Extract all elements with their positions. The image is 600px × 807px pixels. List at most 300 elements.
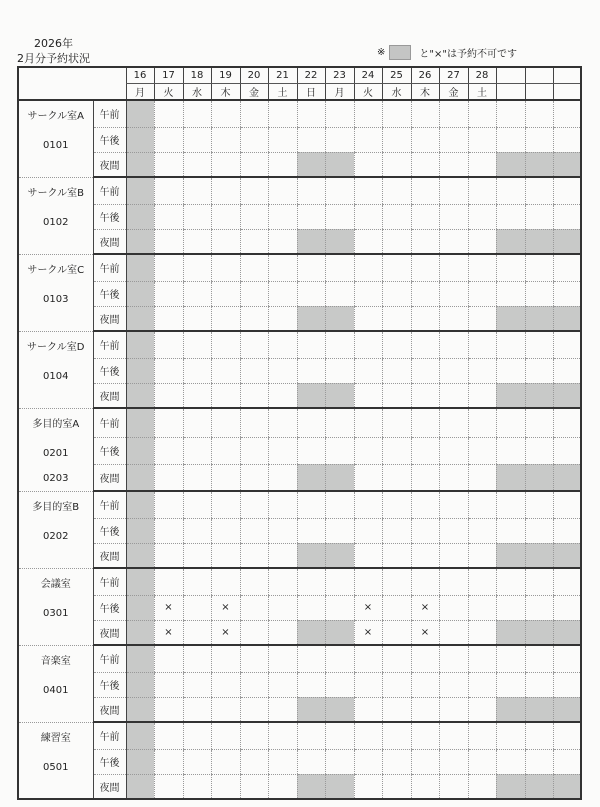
availability-cell	[154, 358, 183, 383]
availability-cell	[411, 697, 439, 722]
availability-cell	[553, 568, 581, 595]
availability-cell	[154, 543, 183, 568]
availability-cell	[325, 722, 354, 749]
availability-cell	[468, 749, 496, 774]
availability-cell	[439, 306, 468, 331]
availability-cell	[525, 568, 553, 595]
availability-cell	[468, 543, 496, 568]
availability-cell	[211, 672, 240, 697]
availability-cell	[183, 408, 211, 437]
availability-cell	[354, 722, 382, 749]
availability-cell	[411, 749, 439, 774]
availability-cell	[354, 749, 382, 774]
availability-cell	[468, 100, 496, 127]
availability-cell	[154, 491, 183, 518]
availability-cell	[154, 774, 183, 799]
availability-cell	[297, 464, 325, 491]
availability-cell	[183, 645, 211, 672]
room-slot-row	[18, 464, 581, 491]
availability-cell	[439, 774, 468, 799]
availability-cell	[468, 204, 496, 229]
availability-cell	[468, 229, 496, 254]
availability-cell	[154, 177, 183, 204]
availability-cell	[439, 204, 468, 229]
availability-cell	[553, 152, 581, 177]
room-slot-row	[18, 518, 581, 543]
availability-cell	[154, 383, 183, 408]
availability-cell	[240, 437, 268, 464]
room-label	[18, 100, 93, 177]
availability-cell	[411, 672, 439, 697]
availability-cell	[183, 518, 211, 543]
availability-cell	[525, 491, 553, 518]
availability-cell	[240, 177, 268, 204]
availability-cell: ×	[354, 595, 382, 620]
room-code: 0301	[43, 607, 69, 619]
availability-cell	[126, 645, 154, 672]
legend-mark: ※	[377, 47, 386, 58]
availability-cell	[240, 595, 268, 620]
room-label	[18, 177, 93, 254]
availability-cell	[268, 518, 297, 543]
weekday-header: 金	[240, 84, 268, 101]
legend-swatch	[389, 45, 411, 60]
slot-label: 午後	[93, 127, 126, 152]
availability-cell	[126, 204, 154, 229]
legend	[377, 45, 517, 60]
availability-cell	[439, 437, 468, 464]
availability-cell	[183, 331, 211, 358]
availability-cell	[183, 152, 211, 177]
availability-cell	[126, 464, 154, 491]
date-header: 24	[354, 67, 382, 84]
availability-cell	[439, 464, 468, 491]
availability-cell	[496, 204, 525, 229]
availability-cell	[496, 774, 525, 799]
availability-cell	[553, 204, 581, 229]
availability-cell	[154, 204, 183, 229]
availability-cell	[240, 281, 268, 306]
availability-cell	[268, 152, 297, 177]
availability-cell	[126, 543, 154, 568]
slot-label: 夜間	[93, 229, 126, 254]
legend-text: と"×"は予約不可です	[419, 49, 517, 60]
room-slot-row	[18, 543, 581, 568]
availability-cell	[325, 518, 354, 543]
availability-cell	[553, 254, 581, 281]
room-code: 0103	[43, 293, 69, 305]
availability-cell	[525, 464, 553, 491]
availability-cell	[154, 568, 183, 595]
availability-cell	[468, 152, 496, 177]
availability-cell	[525, 620, 553, 645]
availability-cell	[268, 177, 297, 204]
availability-cell	[553, 774, 581, 799]
availability-cell	[126, 408, 154, 437]
availability-cell	[126, 358, 154, 383]
availability-cell	[525, 306, 553, 331]
availability-cell	[525, 722, 553, 749]
availability-cell	[240, 204, 268, 229]
availability-cell	[354, 645, 382, 672]
availability-cell	[525, 127, 553, 152]
availability-cell	[154, 464, 183, 491]
availability-cell	[240, 774, 268, 799]
availability-cell	[439, 100, 468, 127]
availability-cell	[154, 254, 183, 281]
availability-cell	[439, 620, 468, 645]
availability-cell	[439, 491, 468, 518]
availability-cell	[525, 177, 553, 204]
weekday-header: 木	[411, 84, 439, 101]
availability-cell	[382, 127, 411, 152]
room-label	[18, 331, 93, 408]
availability-cell	[325, 127, 354, 152]
availability-cell	[268, 620, 297, 645]
availability-cell	[325, 620, 354, 645]
availability-cell	[126, 568, 154, 595]
date-header	[525, 67, 553, 84]
availability-cell	[382, 358, 411, 383]
availability-cell	[268, 697, 297, 722]
availability-cell	[354, 568, 382, 595]
availability-cell	[525, 100, 553, 127]
availability-cell	[496, 152, 525, 177]
availability-cell	[297, 437, 325, 464]
availability-cell	[126, 254, 154, 281]
availability-cell	[496, 100, 525, 127]
availability-cell	[525, 229, 553, 254]
availability-cell	[183, 543, 211, 568]
availability-cell	[382, 177, 411, 204]
availability-cell	[154, 518, 183, 543]
availability-cell	[439, 749, 468, 774]
room-slot-row	[18, 568, 581, 595]
availability-cell	[211, 306, 240, 331]
availability-cell	[325, 437, 354, 464]
date-header: 20	[240, 67, 268, 84]
weekday-header: 金	[439, 84, 468, 101]
availability-cell	[553, 518, 581, 543]
availability-cell	[126, 749, 154, 774]
room-name: サークル室A	[27, 111, 85, 122]
availability-cell: ×	[154, 595, 183, 620]
availability-cell	[411, 491, 439, 518]
availability-cell	[382, 620, 411, 645]
availability-cell	[240, 697, 268, 722]
availability-cell	[354, 331, 382, 358]
availability-cell	[240, 358, 268, 383]
availability-cell	[468, 408, 496, 437]
room-label	[18, 722, 93, 799]
availability-cell	[553, 697, 581, 722]
availability-cell	[297, 518, 325, 543]
room-slot-row	[18, 620, 581, 645]
availability-cell	[354, 383, 382, 408]
availability-cell	[439, 408, 468, 437]
room-slot-row	[18, 229, 581, 254]
availability-cell	[553, 491, 581, 518]
availability-cell	[525, 697, 553, 722]
availability-cell	[496, 491, 525, 518]
availability-cell	[211, 722, 240, 749]
room-code: 0501	[43, 761, 69, 773]
availability-cell	[468, 177, 496, 204]
slot-label: 午後	[93, 204, 126, 229]
availability-cell	[411, 464, 439, 491]
availability-cell	[439, 383, 468, 408]
availability-cell	[297, 749, 325, 774]
availability-cell	[439, 229, 468, 254]
room-slot-row	[18, 774, 581, 799]
availability-cell	[211, 464, 240, 491]
slot-label: 午前	[93, 331, 126, 358]
availability-cell	[439, 358, 468, 383]
availability-cell	[297, 645, 325, 672]
slot-label: 午前	[93, 645, 126, 672]
availability-cell	[468, 672, 496, 697]
room-code: 0102	[43, 216, 69, 228]
availability-cell	[297, 408, 325, 437]
availability-cell	[126, 383, 154, 408]
availability-cell	[240, 100, 268, 127]
slot-label: 夜間	[93, 306, 126, 331]
availability-cell	[126, 491, 154, 518]
availability-cell	[411, 518, 439, 543]
availability-cell	[325, 358, 354, 383]
availability-cell	[382, 518, 411, 543]
room-slot-row	[18, 358, 581, 383]
availability-cell	[496, 306, 525, 331]
availability-cell	[411, 229, 439, 254]
availability-cell	[325, 408, 354, 437]
availability-cell	[325, 491, 354, 518]
availability-cell	[553, 672, 581, 697]
weekday-header: 火	[354, 84, 382, 101]
availability-cell	[496, 331, 525, 358]
availability-cell	[183, 491, 211, 518]
availability-cell	[525, 331, 553, 358]
availability-cell	[126, 595, 154, 620]
room-slot-row	[18, 749, 581, 774]
availability-cell	[411, 281, 439, 306]
availability-cell	[297, 774, 325, 799]
availability-cell	[382, 281, 411, 306]
availability-cell	[354, 408, 382, 437]
room-name: 練習室	[40, 732, 71, 744]
availability-cell	[411, 645, 439, 672]
room-name: サークル室C	[27, 264, 85, 276]
availability-cell	[439, 543, 468, 568]
availability-cell	[211, 408, 240, 437]
availability-cell	[297, 306, 325, 331]
room-slot-row	[18, 306, 581, 331]
availability-cell	[126, 774, 154, 799]
slot-label: 午前	[93, 568, 126, 595]
availability-cell	[297, 491, 325, 518]
availability-cell	[411, 383, 439, 408]
date-header: 17	[154, 67, 183, 84]
availability-cell	[354, 543, 382, 568]
slot-label: 午後	[93, 595, 126, 620]
availability-cell	[496, 254, 525, 281]
availability-cell	[354, 437, 382, 464]
availability-cell	[468, 437, 496, 464]
availability-cell	[325, 100, 354, 127]
availability-cell	[240, 491, 268, 518]
availability-cell	[468, 568, 496, 595]
availability-cell	[211, 437, 240, 464]
availability-cell	[240, 152, 268, 177]
availability-cell	[496, 568, 525, 595]
year-label: 2026年	[34, 37, 73, 50]
availability-cell	[525, 774, 553, 799]
availability-cell	[382, 229, 411, 254]
weekday-header: 木	[211, 84, 240, 101]
date-header: 19	[211, 67, 240, 84]
weekday-header: 日	[297, 84, 325, 101]
availability-cell	[354, 306, 382, 331]
availability-cell	[211, 491, 240, 518]
availability-cell	[439, 568, 468, 595]
room-code: 0101	[43, 140, 69, 151]
availability-cell	[354, 464, 382, 491]
availability-cell	[325, 152, 354, 177]
availability-cell	[268, 306, 297, 331]
availability-cell	[126, 437, 154, 464]
slot-label: 午後	[93, 518, 126, 543]
reservation-table	[17, 66, 582, 800]
availability-cell	[211, 254, 240, 281]
availability-cell	[325, 774, 354, 799]
availability-cell	[211, 568, 240, 595]
availability-cell	[240, 383, 268, 408]
room-name: 音楽室	[40, 655, 71, 667]
availability-cell	[439, 281, 468, 306]
availability-cell	[468, 595, 496, 620]
availability-cell	[382, 645, 411, 672]
availability-cell	[439, 518, 468, 543]
availability-cell	[525, 254, 553, 281]
availability-cell	[468, 383, 496, 408]
availability-cell	[553, 595, 581, 620]
availability-cell	[325, 464, 354, 491]
availability-cell	[211, 518, 240, 543]
availability-cell	[211, 697, 240, 722]
availability-cell	[496, 177, 525, 204]
availability-cell	[468, 254, 496, 281]
availability-cell	[496, 672, 525, 697]
availability-cell	[553, 229, 581, 254]
availability-cell	[439, 254, 468, 281]
availability-cell	[411, 152, 439, 177]
availability-cell	[325, 331, 354, 358]
availability-cell	[496, 749, 525, 774]
availability-cell	[468, 645, 496, 672]
availability-cell	[297, 697, 325, 722]
slot-label: 午後	[93, 672, 126, 697]
availability-cell	[211, 152, 240, 177]
availability-cell	[183, 383, 211, 408]
availability-cell	[496, 518, 525, 543]
availability-cell	[439, 672, 468, 697]
availability-cell	[325, 749, 354, 774]
availability-cell	[525, 595, 553, 620]
availability-cell	[382, 774, 411, 799]
room-slot-row	[18, 127, 581, 152]
slot-label: 午前	[93, 722, 126, 749]
availability-cell	[183, 697, 211, 722]
availability-cell	[525, 749, 553, 774]
availability-cell	[525, 383, 553, 408]
availability-cell	[211, 229, 240, 254]
availability-cell	[297, 254, 325, 281]
availability-cell	[325, 306, 354, 331]
availability-cell	[297, 331, 325, 358]
slot-label: 夜間	[93, 464, 126, 491]
availability-cell	[411, 204, 439, 229]
availability-cell	[268, 749, 297, 774]
date-header: 27	[439, 67, 468, 84]
availability-cell	[411, 543, 439, 568]
availability-cell	[154, 281, 183, 306]
availability-cell	[439, 697, 468, 722]
availability-cell	[211, 358, 240, 383]
availability-cell	[211, 204, 240, 229]
availability-cell: ×	[354, 620, 382, 645]
availability-cell	[325, 281, 354, 306]
availability-cell	[183, 595, 211, 620]
weekday-header: 火	[154, 84, 183, 101]
availability-cell	[325, 672, 354, 697]
slot-label: 夜間	[93, 697, 126, 722]
availability-cell	[211, 100, 240, 127]
availability-cell	[297, 595, 325, 620]
weekday-header	[525, 84, 553, 101]
availability-cell	[325, 204, 354, 229]
availability-cell	[183, 464, 211, 491]
availability-cell	[126, 177, 154, 204]
availability-cell	[496, 722, 525, 749]
availability-cell	[183, 100, 211, 127]
availability-cell	[297, 127, 325, 152]
room-slot-row	[18, 177, 581, 204]
availability-cell	[439, 331, 468, 358]
availability-cell	[382, 254, 411, 281]
availability-cell	[211, 749, 240, 774]
availability-cell	[154, 127, 183, 152]
availability-cell	[297, 543, 325, 568]
availability-cell	[325, 568, 354, 595]
weekday-header: 水	[183, 84, 211, 101]
availability-cell	[240, 645, 268, 672]
availability-cell	[297, 568, 325, 595]
availability-cell	[382, 697, 411, 722]
availability-cell	[411, 306, 439, 331]
availability-cell	[468, 697, 496, 722]
availability-cell	[382, 568, 411, 595]
room-label	[18, 645, 93, 722]
availability-cell	[525, 518, 553, 543]
date-header	[496, 67, 525, 84]
availability-cell	[126, 331, 154, 358]
weekday-header: 土	[468, 84, 496, 101]
availability-cell	[268, 595, 297, 620]
room-code: 0401	[43, 684, 69, 696]
slot-label: 夜間	[93, 543, 126, 568]
availability-cell	[382, 749, 411, 774]
availability-cell	[211, 774, 240, 799]
